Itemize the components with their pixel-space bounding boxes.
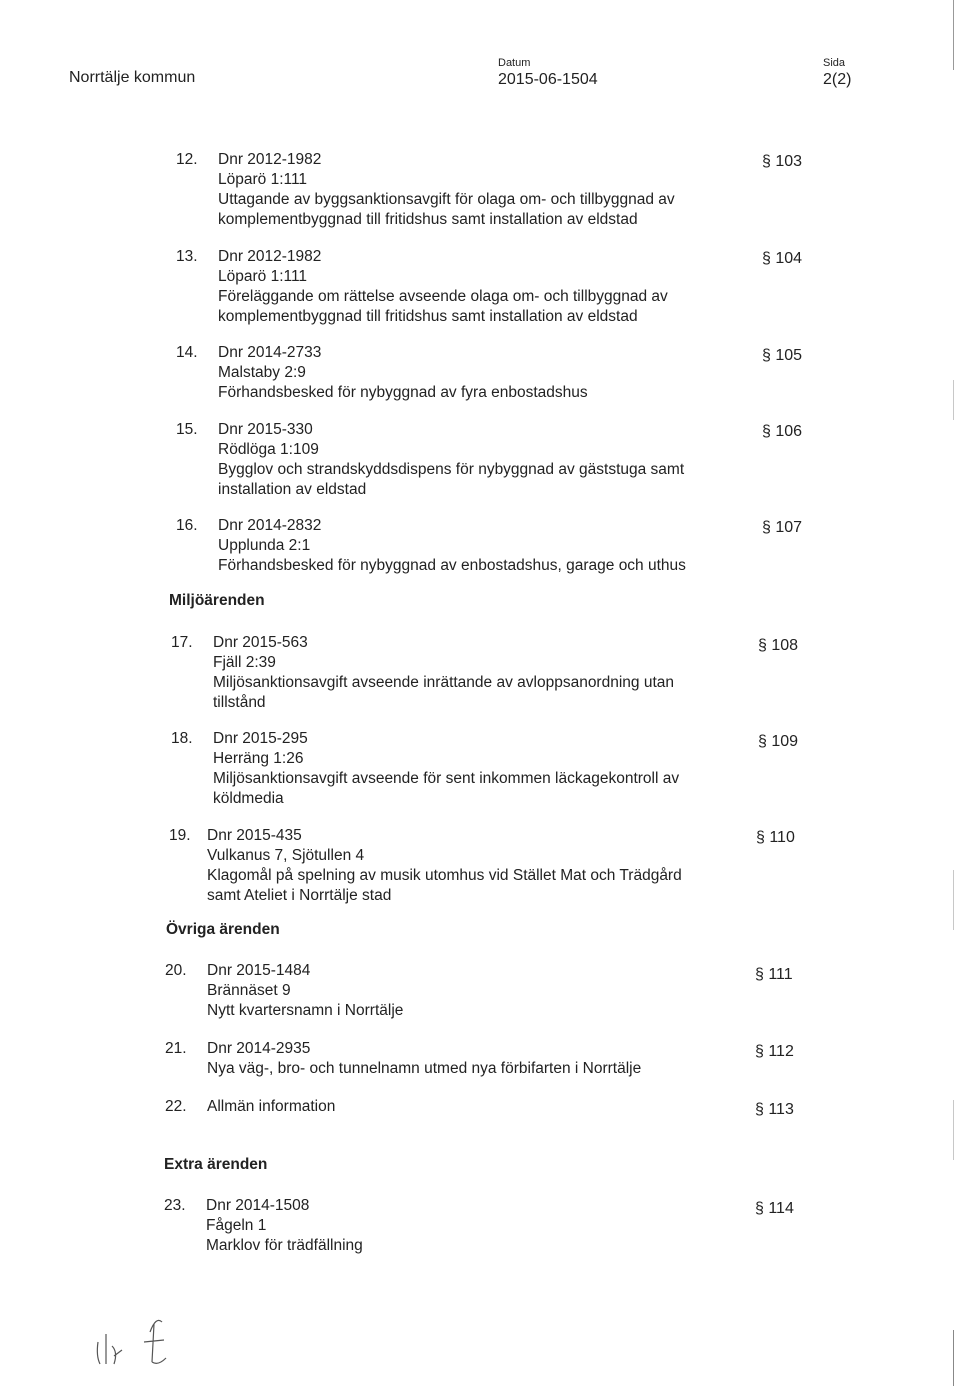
item-line: tillstånd [213, 694, 266, 711]
item-line: Rödlöga 1:109 [218, 441, 319, 458]
page-value: 2(2) [823, 71, 852, 88]
item-line: Nytt kvartersnamn i Norrtälje [207, 1002, 404, 1019]
item-line: installation av eldstad [218, 481, 367, 498]
item-dnr: Dnr 2012-1982 [218, 151, 322, 168]
section-heading: Övriga ärenden [166, 921, 280, 938]
paragraph-number: § 105 [762, 347, 803, 364]
item-dnr: Allmän information [207, 1098, 336, 1115]
item-number: 21. [165, 1040, 187, 1057]
item-line: Brännäset 9 [207, 982, 291, 999]
item-dnr: Dnr 2015-435 [207, 827, 302, 844]
item-number: 22. [165, 1098, 187, 1115]
page-label: Sida [823, 57, 846, 69]
paragraph-number: § 112 [755, 1043, 794, 1060]
paragraph-number: § 114 [755, 1200, 794, 1217]
item-line: Herräng 1:26 [213, 750, 304, 767]
item-number: 14. [176, 344, 198, 361]
item-line: Bygglov och strandskyddsdispens för nybyggnad av gäststuga samt [218, 461, 685, 478]
paragraph-number: § 110 [756, 829, 795, 846]
paragraph-number: § 109 [758, 733, 799, 750]
item-line: Upplunda 2:1 [218, 537, 311, 554]
scan-margin-artifact [953, 0, 954, 70]
item-dnr: Dnr 2014-2935 [207, 1040, 311, 1057]
item-line: Nya väg-, bro- och tunnelnamn utmed nya förbifarten i Norrtälje [207, 1060, 642, 1077]
item-line: Miljösanktionsavgift avseende inrättande av avloppsanordning utan [213, 674, 674, 691]
section-heading: Miljöärenden [169, 592, 265, 609]
item-line: komplementbyggnad till fritidshus samt installation av eldstad [218, 308, 638, 325]
item-line: Föreläggande om rättelse avseende olaga om- och tillbyggnad av [218, 288, 668, 305]
paragraph-number: § 106 [762, 423, 803, 440]
item-line: samt Ateliet i Norrtälje stad [207, 887, 392, 904]
scan-margin-artifact [953, 870, 954, 930]
scan-margin-artifact [953, 1330, 954, 1386]
item-dnr: Dnr 2014-2832 [218, 517, 322, 534]
item-line: komplementbyggnad till fritidshus samt installation av eldstad [218, 211, 638, 228]
item-line: Löparö 1:111 [218, 171, 308, 188]
item-number: 16. [176, 517, 198, 534]
item-body [207, 1097, 767, 1117]
paragraph-number: § 103 [762, 153, 803, 170]
item-line: Malstaby 2:9 [218, 364, 306, 381]
item-dnr: Dnr 2012-1982 [218, 248, 322, 265]
item-line: Fågeln 1 [206, 1217, 267, 1234]
item-body [213, 633, 773, 713]
item-line: Fjäll 2:39 [213, 654, 276, 671]
item-line: Marklov för trädfällning [206, 1237, 363, 1254]
item-number: 18. [171, 730, 193, 747]
item-number: 23. [164, 1197, 186, 1214]
item-number: 13. [176, 248, 198, 265]
item-line: Miljösanktionsavgift avseende för sent inkommen läckagekontroll av [213, 770, 680, 787]
item-number: 15. [176, 421, 198, 438]
page-block [823, 56, 851, 90]
handwritten-initials-signature [92, 1312, 182, 1372]
scan-margin-artifact [953, 1100, 954, 1160]
paragraph-number: § 113 [755, 1101, 794, 1118]
item-body [213, 729, 773, 809]
date-label: Datum [498, 57, 531, 69]
item-line: Förhandsbesked för nybyggnad av fyra enbostadshus [218, 384, 588, 401]
item-body [218, 516, 778, 576]
paragraph-number: § 107 [762, 519, 803, 536]
item-body [218, 247, 778, 327]
item-dnr: Dnr 2015-563 [213, 634, 308, 651]
item-dnr: Dnr 2015-295 [213, 730, 308, 747]
paragraph-number: § 104 [762, 250, 803, 267]
item-body [207, 961, 767, 1021]
item-dnr: Dnr 2014-1508 [206, 1197, 310, 1214]
item-number: 17. [171, 634, 193, 651]
item-line: Uttagande av byggsanktionsavgift för olaga om- och tillbyggnad av [218, 191, 675, 208]
item-number: 19. [169, 827, 191, 844]
section-heading: Extra ärenden [164, 1156, 268, 1173]
paragraph-number: § 111 [755, 966, 793, 983]
item-line: Förhandsbesked för nybyggnad av enbostadshus, garage och uthus [218, 557, 686, 574]
item-dnr: Dnr 2015-330 [218, 421, 313, 438]
date-block [498, 56, 598, 90]
item-body [207, 1039, 767, 1079]
item-number: 20. [165, 962, 187, 979]
item-body [207, 826, 767, 906]
item-body [218, 343, 778, 403]
scan-margin-artifact [953, 380, 954, 420]
paragraph-number: § 108 [758, 637, 799, 654]
item-body [218, 420, 778, 500]
item-number: 12. [176, 151, 198, 168]
item-body [206, 1196, 766, 1256]
date-value: 2015-06-1504 [498, 71, 598, 88]
item-line: Löparö 1:111 [218, 268, 308, 285]
item-line: Vulkanus 7, Sjötullen 4 [207, 847, 365, 864]
item-body [218, 150, 778, 230]
item-dnr: Dnr 2014-2733 [218, 344, 322, 361]
item-line: köldmedia [213, 790, 284, 807]
item-line: Klagomål på spelning av musik utomhus vid Stället Mat och Trädgård [207, 867, 682, 884]
item-dnr: Dnr 2015-1484 [207, 962, 311, 979]
organization-name: Norrtälje kommun [69, 69, 196, 86]
